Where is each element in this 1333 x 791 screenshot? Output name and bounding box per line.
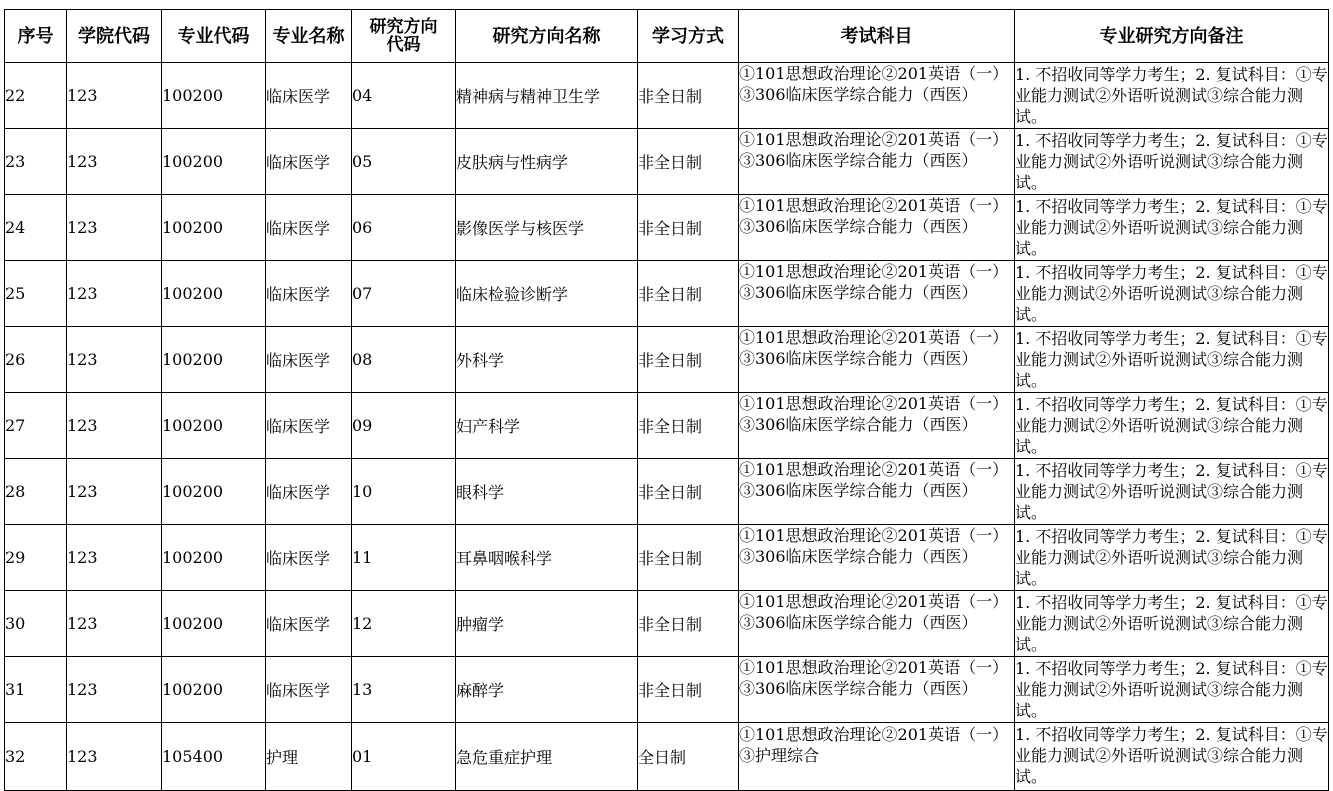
cell-direction-code: 09	[352, 393, 456, 459]
cell-college-code: 123	[67, 261, 162, 327]
cell-direction-name: 肿瘤学	[456, 591, 638, 657]
cell-direction-code: 08	[352, 327, 456, 393]
cell-study-mode: 全日制	[638, 723, 739, 791]
cell-direction-name: 麻醉学	[456, 657, 638, 723]
cell-direction-code: 10	[352, 459, 456, 525]
cell-notes-text: 1. 不招收同等学力考生；2. 复试科目：①专业能力测试②外语听说测试③综合能力测试。	[1015, 461, 1328, 522]
cell-notes-text: 1. 不招收同等学力考生；2. 复试科目：①专业能力测试②外语听说测试③综合能力测试。	[1015, 395, 1328, 456]
cell-seq: 22	[5, 63, 67, 129]
cell-college-code: 123	[67, 723, 162, 791]
cell-notes	[1015, 393, 1329, 459]
cell-seq: 23	[5, 129, 67, 195]
cell-exam-subjects	[739, 525, 1015, 591]
cell-exam-subjects	[739, 195, 1015, 261]
cell-exam-subjects-text: ①101思想政治理论②201英语（一）③306临床医学综合能力（西医）	[739, 394, 1009, 434]
cell-notes	[1015, 261, 1329, 327]
cell-exam-subjects	[739, 261, 1015, 327]
cell-major-code: 100200	[162, 525, 266, 591]
cell-major-code: 100200	[162, 657, 266, 723]
cell-direction-code: 12	[352, 591, 456, 657]
header-major-name: 专业名称	[266, 10, 352, 63]
cell-exam-subjects-text: ①101思想政治理论②201英语（一）③306临床医学综合能力（西医）	[739, 658, 1009, 698]
cell-major-code: 100200	[162, 459, 266, 525]
cell-major-name: 临床医学	[266, 459, 352, 525]
cell-direction-code: 01	[352, 723, 456, 791]
cell-notes-text: 1. 不招收同等学力考生；2. 复试科目：①专业能力测试②外语听说测试③综合能力测试。	[1015, 131, 1328, 192]
cell-seq: 27	[5, 393, 67, 459]
header-major-code: 专业代码	[162, 10, 266, 63]
cell-study-mode: 非全日制	[638, 393, 739, 459]
cell-exam-subjects	[739, 129, 1015, 195]
table-row	[5, 723, 1329, 791]
header-notes: 专业研究方向备注	[1015, 10, 1329, 63]
cell-major-code: 100200	[162, 195, 266, 261]
cell-seq: 30	[5, 591, 67, 657]
cell-exam-subjects	[739, 459, 1015, 525]
cell-major-code: 100200	[162, 327, 266, 393]
cell-exam-subjects	[739, 327, 1015, 393]
header-direction-code	[352, 10, 456, 63]
cell-college-code: 123	[67, 591, 162, 657]
table-body	[5, 63, 1329, 791]
cell-major-code: 100200	[162, 129, 266, 195]
cell-direction-name: 皮肤病与性病学	[456, 129, 638, 195]
header-row	[5, 10, 1329, 63]
cell-exam-subjects-text: ①101思想政治理论②201英语（一）③306临床医学综合能力（西医）	[739, 526, 1009, 566]
cell-exam-subjects-text: ①101思想政治理论②201英语（一）③护理综合	[739, 725, 1009, 765]
table-row	[5, 261, 1329, 327]
header-direction-code-text: 研究方向代码	[369, 17, 438, 55]
cell-exam-subjects-text: ①101思想政治理论②201英语（一）③306临床医学综合能力（西医）	[739, 130, 1009, 170]
cell-notes-text: 1. 不招收同等学力考生；2. 复试科目：①专业能力测试②外语听说测试③综合能力测试。	[1015, 263, 1328, 324]
cell-direction-name: 眼科学	[456, 459, 638, 525]
header-seq: 序号	[5, 10, 67, 63]
table-row	[5, 525, 1329, 591]
cell-major-code: 100200	[162, 261, 266, 327]
header-direction-name: 研究方向名称	[456, 10, 638, 63]
cell-notes	[1015, 195, 1329, 261]
cell-notes	[1015, 327, 1329, 393]
cell-direction-code: 05	[352, 129, 456, 195]
enrollment-table	[4, 9, 1329, 791]
cell-major-name: 临床医学	[266, 525, 352, 591]
table-row	[5, 327, 1329, 393]
cell-exam-subjects-text: ①101思想政治理论②201英语（一）③306临床医学综合能力（西医）	[739, 196, 1009, 236]
cell-major-name: 临床医学	[266, 195, 352, 261]
cell-college-code: 123	[67, 393, 162, 459]
cell-notes-text: 1. 不招收同等学力考生；2. 复试科目：①专业能力测试②外语听说测试③综合能力测试。	[1015, 329, 1328, 390]
cell-major-code: 100200	[162, 591, 266, 657]
cell-exam-subjects-text: ①101思想政治理论②201英语（一）③306临床医学综合能力（西医）	[739, 262, 1009, 302]
cell-direction-code: 04	[352, 63, 456, 129]
cell-exam-subjects	[739, 723, 1015, 791]
cell-study-mode: 非全日制	[638, 525, 739, 591]
cell-college-code: 123	[67, 525, 162, 591]
cell-exam-subjects	[739, 393, 1015, 459]
cell-direction-code: 06	[352, 195, 456, 261]
cell-notes-text: 1. 不招收同等学力考生；2. 复试科目：①专业能力测试②外语听说测试③综合能力测试。	[1015, 659, 1328, 720]
header-study-mode: 学习方式	[638, 10, 739, 63]
cell-exam-subjects	[739, 591, 1015, 657]
cell-study-mode: 非全日制	[638, 129, 739, 195]
cell-major-name: 临床医学	[266, 327, 352, 393]
cell-direction-name: 妇产科学	[456, 393, 638, 459]
cell-major-name: 护理	[266, 723, 352, 791]
cell-college-code: 123	[67, 327, 162, 393]
cell-college-code: 123	[67, 63, 162, 129]
cell-college-code: 123	[67, 129, 162, 195]
cell-seq: 25	[5, 261, 67, 327]
header-exam-subjects: 考试科目	[739, 10, 1015, 63]
cell-notes	[1015, 591, 1329, 657]
cell-major-code: 100200	[162, 63, 266, 129]
cell-seq: 29	[5, 525, 67, 591]
cell-major-name: 临床医学	[266, 63, 352, 129]
cell-major-code: 105400	[162, 723, 266, 791]
cell-notes-text: 1. 不招收同等学力考生；2. 复试科目：①专业能力测试②外语听说测试③综合能力测试。	[1015, 65, 1328, 126]
cell-notes	[1015, 657, 1329, 723]
table-row	[5, 393, 1329, 459]
cell-college-code: 123	[67, 459, 162, 525]
cell-notes	[1015, 129, 1329, 195]
cell-college-code: 123	[67, 657, 162, 723]
cell-study-mode: 非全日制	[638, 459, 739, 525]
cell-seq: 31	[5, 657, 67, 723]
cell-notes-text: 1. 不招收同等学力考生；2. 复试科目：①专业能力测试②外语听说测试③综合能力测试。	[1015, 593, 1328, 654]
cell-direction-code: 11	[352, 525, 456, 591]
cell-college-code: 123	[67, 195, 162, 261]
cell-exam-subjects-text: ①101思想政治理论②201英语（一）③306临床医学综合能力（西医）	[739, 64, 1009, 104]
header-college-code: 学院代码	[67, 10, 162, 63]
table-row	[5, 129, 1329, 195]
cell-major-name: 临床医学	[266, 261, 352, 327]
cell-seq: 24	[5, 195, 67, 261]
cell-exam-subjects-text: ①101思想政治理论②201英语（一）③306临床医学综合能力（西医）	[739, 460, 1009, 500]
cell-direction-name: 急危重症护理	[456, 723, 638, 791]
table-row	[5, 459, 1329, 525]
cell-exam-subjects-text: ①101思想政治理论②201英语（一）③306临床医学综合能力（西医）	[739, 328, 1009, 368]
cell-study-mode: 非全日制	[638, 261, 739, 327]
cell-seq: 26	[5, 327, 67, 393]
cell-study-mode: 非全日制	[638, 63, 739, 129]
cell-major-name: 临床医学	[266, 591, 352, 657]
cell-notes-text: 1. 不招收同等学力考生；2. 复试科目：①专业能力测试②外语听说测试③综合能力测试。	[1015, 725, 1328, 786]
cell-exam-subjects	[739, 657, 1015, 723]
cell-direction-name: 精神病与精神卫生学	[456, 63, 638, 129]
cell-notes	[1015, 525, 1329, 591]
cell-direction-name: 临床检验诊断学	[456, 261, 638, 327]
cell-notes	[1015, 459, 1329, 525]
table-row	[5, 657, 1329, 723]
cell-major-name: 临床医学	[266, 129, 352, 195]
cell-notes-text: 1. 不招收同等学力考生；2. 复试科目：①专业能力测试②外语听说测试③综合能力测试。	[1015, 527, 1328, 588]
table-row	[5, 195, 1329, 261]
cell-direction-name: 影像医学与核医学	[456, 195, 638, 261]
cell-major-name: 临床医学	[266, 657, 352, 723]
cell-notes	[1015, 63, 1329, 129]
table-row	[5, 63, 1329, 129]
cell-notes	[1015, 723, 1329, 791]
cell-direction-name: 外科学	[456, 327, 638, 393]
cell-study-mode: 非全日制	[638, 591, 739, 657]
cell-study-mode: 非全日制	[638, 657, 739, 723]
cell-study-mode: 非全日制	[638, 195, 739, 261]
cell-direction-code: 07	[352, 261, 456, 327]
cell-direction-code: 13	[352, 657, 456, 723]
cell-exam-subjects-text: ①101思想政治理论②201英语（一）③306临床医学综合能力（西医）	[739, 592, 1009, 632]
cell-major-code: 100200	[162, 393, 266, 459]
cell-seq: 32	[5, 723, 67, 791]
table-row	[5, 591, 1329, 657]
cell-notes-text: 1. 不招收同等学力考生；2. 复试科目：①专业能力测试②外语听说测试③综合能力测试。	[1015, 197, 1328, 258]
cell-exam-subjects	[739, 63, 1015, 129]
cell-study-mode: 非全日制	[638, 327, 739, 393]
cell-seq: 28	[5, 459, 67, 525]
cell-major-name: 临床医学	[266, 393, 352, 459]
cell-direction-name: 耳鼻咽喉科学	[456, 525, 638, 591]
